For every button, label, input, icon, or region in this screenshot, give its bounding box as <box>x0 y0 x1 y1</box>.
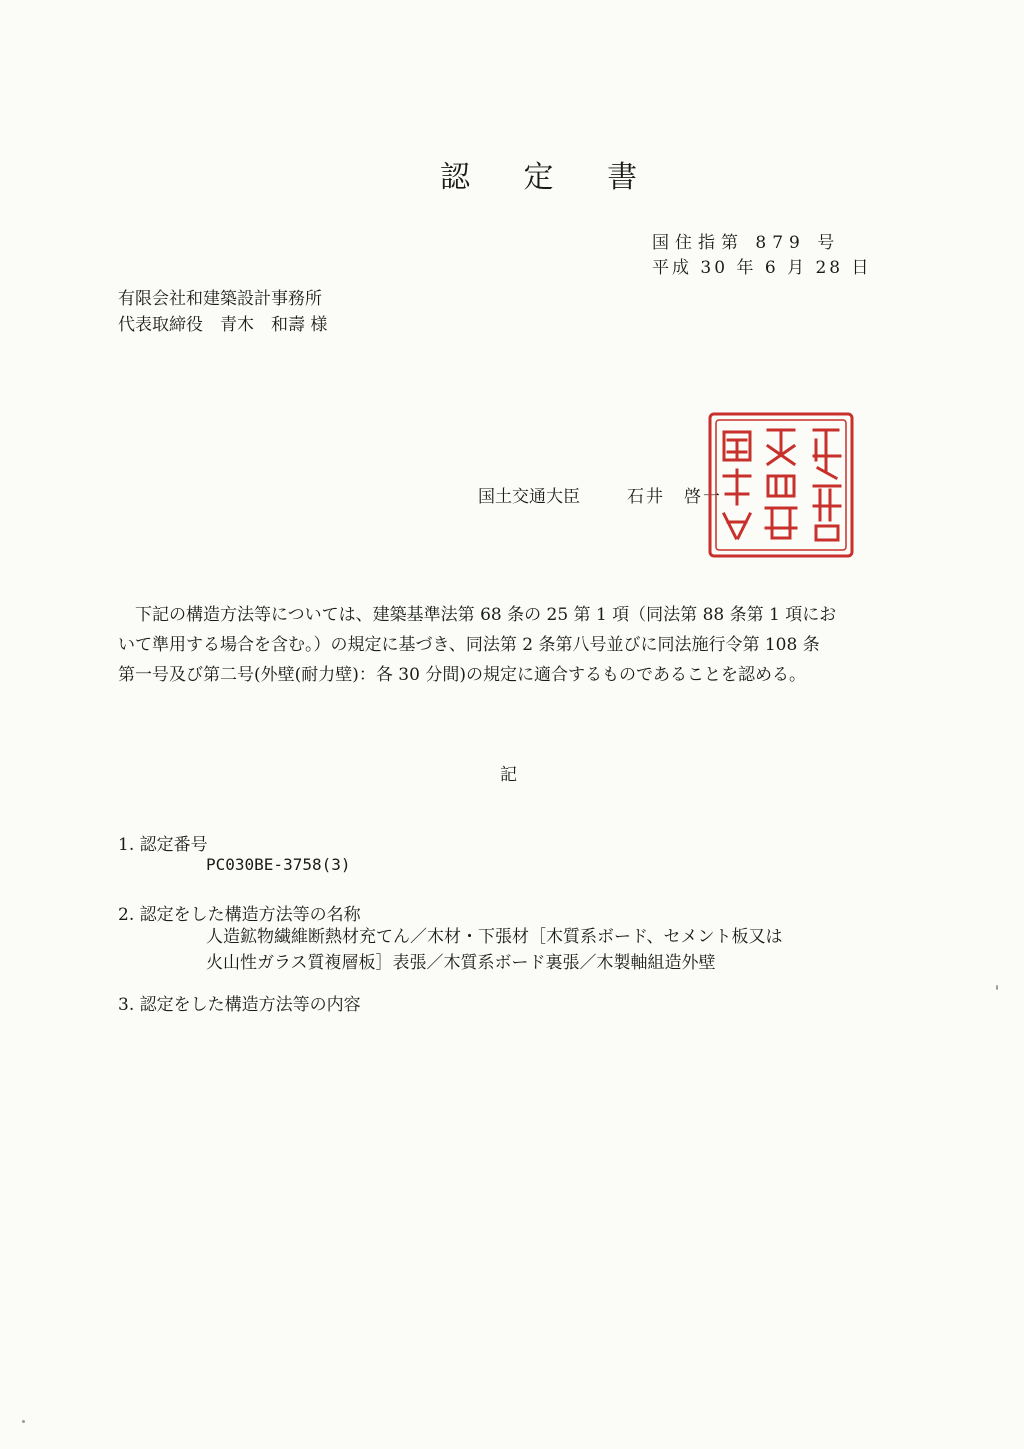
scan-speck <box>22 1420 25 1423</box>
item-heading-3: 3. 認定をした構造方法等の内容 <box>118 995 361 1015</box>
statement-line: 第一号及び第二号(外壁(耐力壁)：各 30 分間)の規定に適合するものであることを認める。 <box>118 665 806 685</box>
method-name-line: 人造鉱物繊維断熱材充てん／木材・下張材［木質系ボード、セメント板又は <box>206 927 783 947</box>
reference-number: 国住指第 879 号 <box>652 233 841 253</box>
item-heading-2: 2. 認定をした構造方法等の名称 <box>118 905 361 925</box>
official-seal <box>706 410 856 560</box>
notes-heading: 記 <box>500 765 517 785</box>
recipient-company: 有限会社和建築設計事務所 <box>118 289 322 309</box>
method-name-line: 火山性ガラス質複層板］表張／木質系ボード裏張／木製軸組造外壁 <box>206 953 716 973</box>
document-title: 認 定 書 <box>440 160 660 195</box>
certification-number: PC030BE-3758(3) <box>206 855 351 874</box>
construction-method-name <box>206 924 782 976</box>
item-heading-1: 1. 認定番号 <box>118 835 208 855</box>
issue-date: 平成 30 年 6 月 28 日 <box>652 258 872 278</box>
statement-line: いて準用する場合を含む。）の規定に基づき、同法第 2 条第八号並びに同法施行令第 108 条 <box>118 635 820 655</box>
issuer-name: 石井 啓一 <box>627 487 722 507</box>
statement-line: 下記の構造方法等については、建築基準法第 68 条の 25 第 1 項（同法第 88 条第 1 項にお <box>118 605 837 625</box>
recipient-representative: 代表取締役 青木 和壽 様 <box>118 315 328 335</box>
issuer-title: 国土交通大臣 <box>478 487 580 507</box>
scan-speck <box>996 985 998 990</box>
certification-statement <box>118 600 888 690</box>
